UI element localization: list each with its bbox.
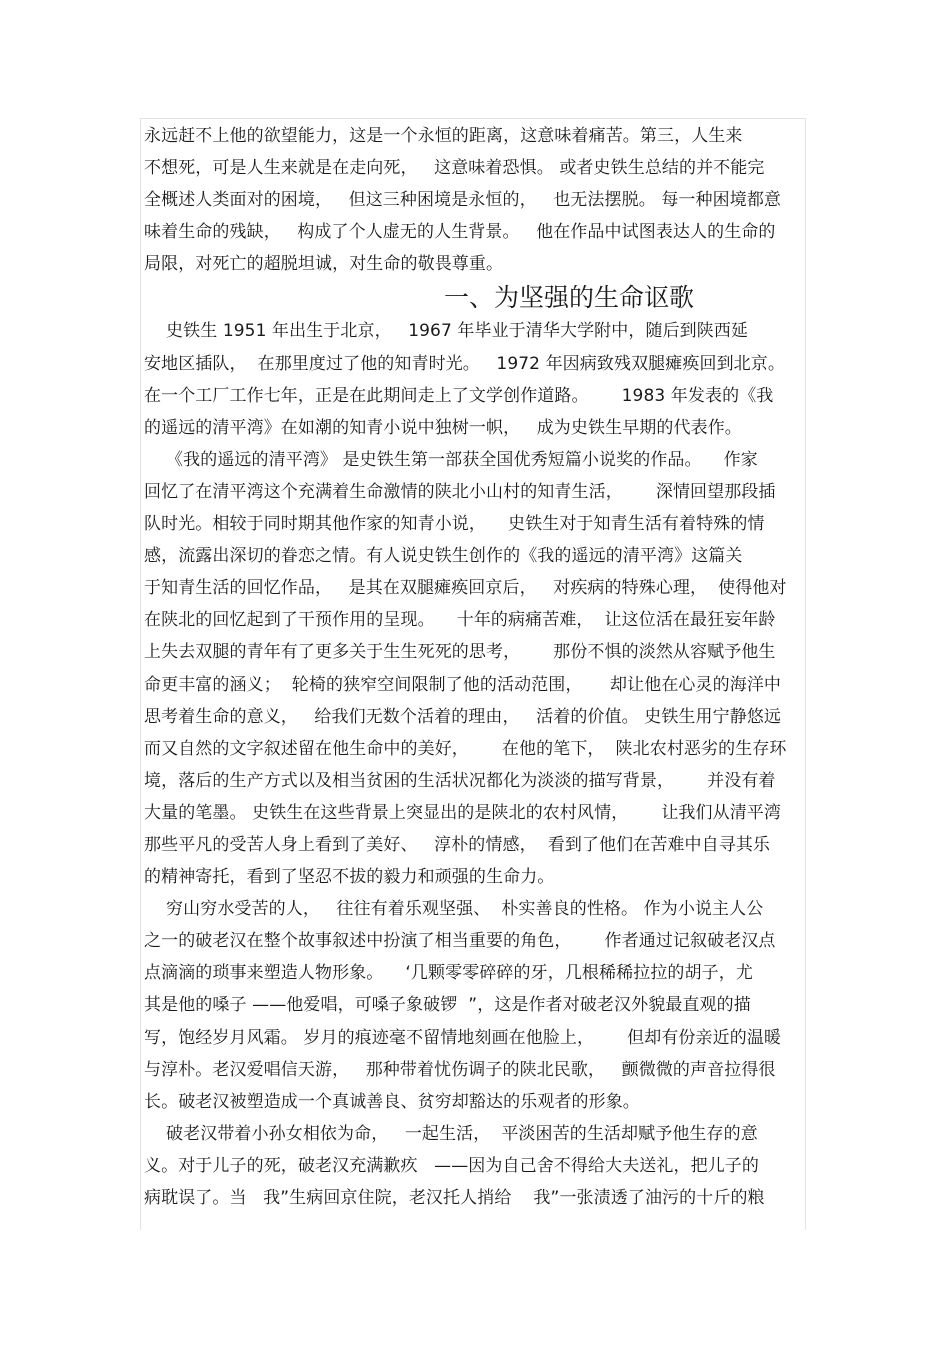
text-line: 义。对于儿子的死，破老汉充满歉疚 ——因为自己舍不得给大夫送礼，把儿子的 — [144, 1155, 760, 1176]
text-line: 破老汉带着小孙女相依为命， 一起生活， 平淡困苦的生活却赋予他生存的意 — [144, 1123, 758, 1144]
text-line: 穷山穷水受苦的人， 往往有着乐观坚强、 朴实善良的性格。 作为小说主人公 — [144, 899, 764, 920]
text-line: 其是他的嗓子 ——他爱唱，可嗓子象破锣 ”，这是作者对破老汉外貌最直观的描 — [144, 995, 751, 1016]
text-line: 的精神寄托，看到了坚忍不拔的毅力和顽强的生命力。 — [144, 867, 555, 888]
text-line: 在陕北的回忆起到了干预作用的呈现。 十年的病痛苦难， 让这位活在最狂妄年龄 — [144, 610, 776, 631]
text-line: 感，流露出深切的眷恋之情。有人说史铁生创作的《我的遥远的清平湾》这篇关 — [144, 546, 743, 567]
text-line: 境，落后的生产方式以及相当贫困的生活状况都化为淡淡的描写背景， 并没有着 — [144, 770, 776, 791]
text-line: 思考着生命的意义， 给我们无数个活着的理由， 活着的价值。 史铁生用宁静悠远 — [144, 706, 782, 727]
text-line: 局限，对死亡的超脱坦诚，对生命的敬畏尊重。 — [144, 254, 504, 275]
text-line: 长。破老汉被塑造成一个真诚善良、贫穷却豁达的乐观者的形象。 — [144, 1091, 640, 1112]
text-line: 写，饱经岁月风霜。 岁月的痕迹毫不留情地刻画在他脸上， 但却有份亲近的温暖 — [144, 1027, 782, 1048]
text-line: 全概述人类面对的困境， 但这三种困境是永恒的， 也无法摆脱。 每一种困境都意 — [144, 190, 782, 211]
text-line: 而又自然的文字叙述留在他生命中的美好， 在他的笔下， 陕北农村恶劣的生存环 — [144, 738, 787, 759]
text-line: 与淳朴。老汉爱唱信天游， 那种带着忧伤调子的陕北民歌， 颤微微的声音拉得很 — [144, 1059, 776, 1080]
text-line: 味着生命的残缺， 构成了个人虚无的人生背景。 他在作品中试图表达人的生命的 — [144, 222, 776, 243]
text-line: 那些平凡的受苦人身上看到了美好、 淳朴的情感， 看到了他们在苦难中自寻其乐 — [144, 834, 771, 855]
text-line: 《我的遥远的清平湾》 是史铁生第一部获全国优秀短篇小说奖的作品。 作家 — [144, 449, 758, 470]
text-line: 回忆了在清平湾这个充满着生命激情的陕北小山村的知青生活， 深情回望那段插 — [144, 481, 776, 502]
text-line: 大量的笔墨。 史铁生在这些背景上突显出的是陕北的农村风情， 让我们从清平湾 — [144, 802, 782, 823]
text-line: 永远赶不上他的欲望能力，这是一个永恒的距离，这意味着痛苦。第三，人生来 — [144, 126, 743, 146]
intro-paragraph — [144, 120, 804, 280]
text-line: 史铁生 1951 年出生于北京， 1967 年毕业于清华大学附中，随后到陕西延 — [144, 321, 749, 342]
text-line: 点滴滴的琐事来塑造人物形象。 ‘几颗零零碎碎的牙，几根稀稀拉拉的胡子，尤 — [144, 963, 753, 984]
document-body — [144, 120, 804, 1214]
text-line: 队时光。相较于同时期其他作家的知青小说， 史铁生对于知青生活有着特殊的情 — [144, 514, 765, 535]
section-heading: 一、为坚强的生命讴歌 — [444, 283, 695, 313]
text-line: 之一的破老汉在整个故事叙述中扮演了相当重要的角色， 作者通过记叙破老汉点 — [144, 931, 776, 952]
text-line: 命更丰富的涵义； 轮椅的狭窄空间限制了他的活动范围， 却让他在心灵的海洋中 — [144, 674, 782, 695]
text-line: 的遥远的清平湾》在如潮的知青小说中独树一帜， 成为史铁生早期的代表作。 — [144, 417, 742, 438]
text-line: 安地区插队， 在那里度过了他的知青时光。 1972 年因病致残双腿瘫痪回到北京。 — [144, 353, 785, 374]
text-line: 病耽误了。当 我”生病回京住院，老汉托人捎给 我”一张渍透了油污的十斤的粮 — [144, 1188, 765, 1208]
text-line: 上失去双腿的青年有了更多关于生生死死的思考， 那份不惧的淡然从容赋予他生 — [144, 642, 776, 663]
text-line: 于知青生活的回忆作品， 是其在双腿瘫痪回京后， 对疾病的特殊心理， 使得他对 — [144, 578, 787, 599]
text-line: 不想死，可是人生来就是在走向死， 这意味着恐惧。 或者史铁生总结的并不能完 — [144, 158, 765, 179]
text-line: 在一个工厂工作七年，正是在此期间走上了文学创作道路。 1983 年发表的《我 — [144, 385, 774, 406]
section-body — [144, 315, 804, 1214]
